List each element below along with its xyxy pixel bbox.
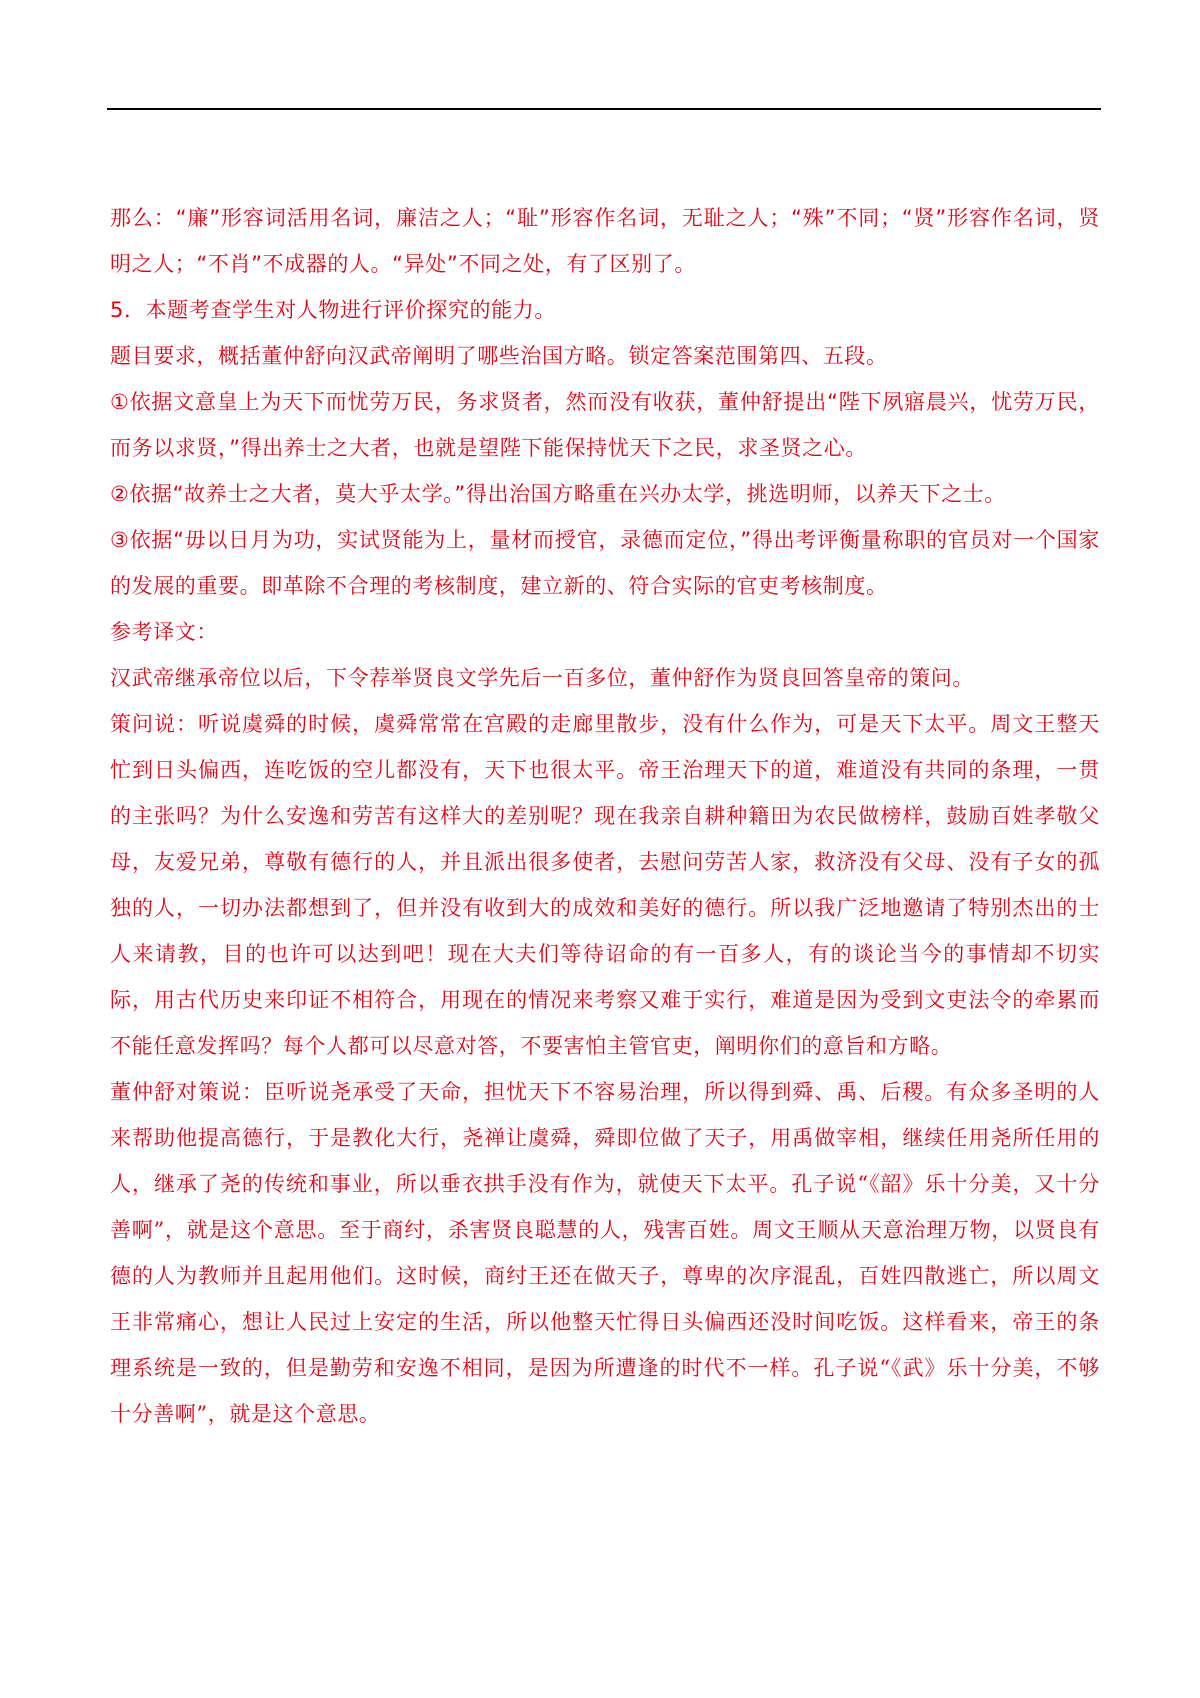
analysis-paragraph-4: ①依据文意皇上为天下而忧劳万民，务求贤者，然而没有收获，董仲舒提出“陛下夙寤晨兴，忧劳万民，而务以求贤，”得出养士之大者，也就是望陛下能保持忧天下之民，求圣贤之心。: [110, 390, 1100, 460]
translation-paragraph-3: 董仲舒对策说：臣听说尧承受了天命，担忧天下不容易治理，所以得到舜、禹、后稷。有众多圣明的人来帮助他提高德行，于是教化大行，尧禅让虞舜，舜即位做了天子，用禹做宰相，继续任用尧所任用的人，继承了尧的传统和事业，所以垂衣拱手没有作为，就使天下太平。孔子说“《韶》乐十分美，又十分善啊”，就是这个意思。至于商纣，杀害贤良聪慧的人，残害百姓。周文王顺从天意治理万物，以贤良有德的人为教师并且起用他们。这时候，商纣王还在做天子，尊卑的次序混乱，百姓四散逃亡，所以周文王非常痛心，想让人民过上安定的生活，所以他整天忙得日头偏西还没时间吃饭。这样看来，帝王的条理系统是一致的，但是勤劳和安逸不相同，是因为所遭逢的时代不一样。孔子说“《武》乐十分美，不够十分善啊”，就是这个意思。: [110, 1080, 1100, 1426]
translation-paragraph-2: 策问说：听说虞舜的时候，虞舜常常在宫殿的走廊里散步，没有什么作为，可是天下太平。周文王整天忙到日头偏西，连吃饭的空儿都没有，天下也很太平。帝王治理天下的道，难道没有共同的条理，一贯的主张吗？为什么安逸和劳苦有这样大的差别呢？现在我亲自耕种籍田为农民做榜样，鼓励百姓孝敬父母，友爱兄弟，尊敬有德行的人，并且派出很多使者，去慰问劳苦人家，救济没有父母、没有子女的孤独的人，一切办法都想到了，但并没有收到大的成效和美好的德行。所以我广泛地邀请了特别杰出的士人来请教，目的也许可以达到吧！现在大夫们等待诏命的有一百多人，有的谈论当今的事情却不切实际，用古代历史来印证不相符合，用现在的情况来考察又难于实行，难道是因为受到文吏法令的牵累而不能任意发挥吗？每个人都可以尽意对答，不要害怕主管官吏，阐明你们的意旨和方略。: [110, 712, 1100, 1058]
analysis-paragraph-1: 那么：“廉”形容词活用名词，廉洁之人；“耻”形容作名词，无耻之人；“殊”不同；“贤”形容作名词，贤明之人；“不肖”不成器的人。“异处”不同之处，有了区别了。: [110, 206, 1100, 276]
header-rule: [107, 108, 1101, 110]
translation-heading: 参考译文：: [110, 620, 218, 644]
translation-paragraph-1: 汉武帝继承帝位以后，下令荐举贤良文学先后一百多位，董仲舒作为贤良回答皇帝的策问。: [110, 666, 974, 690]
analysis-paragraph-3: 题目要求，概括董仲舒向汉武帝阐明了哪些治国方略。锁定答案范围第四、五段。: [110, 344, 888, 368]
analysis-paragraph-6: ③依据“毋以日月为功，实试贤能为上，量材而授官，录德而定位，”得出考评衡量称职的官员对一个国家的发展的重要。即革除不合理的考核制度，建立新的、符合实际的官吏考核制度。: [110, 528, 1100, 598]
analysis-paragraph-5: ②依据“故养士之大者，莫大乎太学。”得出治国方略重在兴办太学，挑选明师，以养天下之士。: [110, 482, 1006, 506]
answer-analysis-content: [110, 195, 1100, 1437]
analysis-paragraph-2: 5．本题考查学生对人物进行评价探究的能力。: [110, 298, 556, 322]
